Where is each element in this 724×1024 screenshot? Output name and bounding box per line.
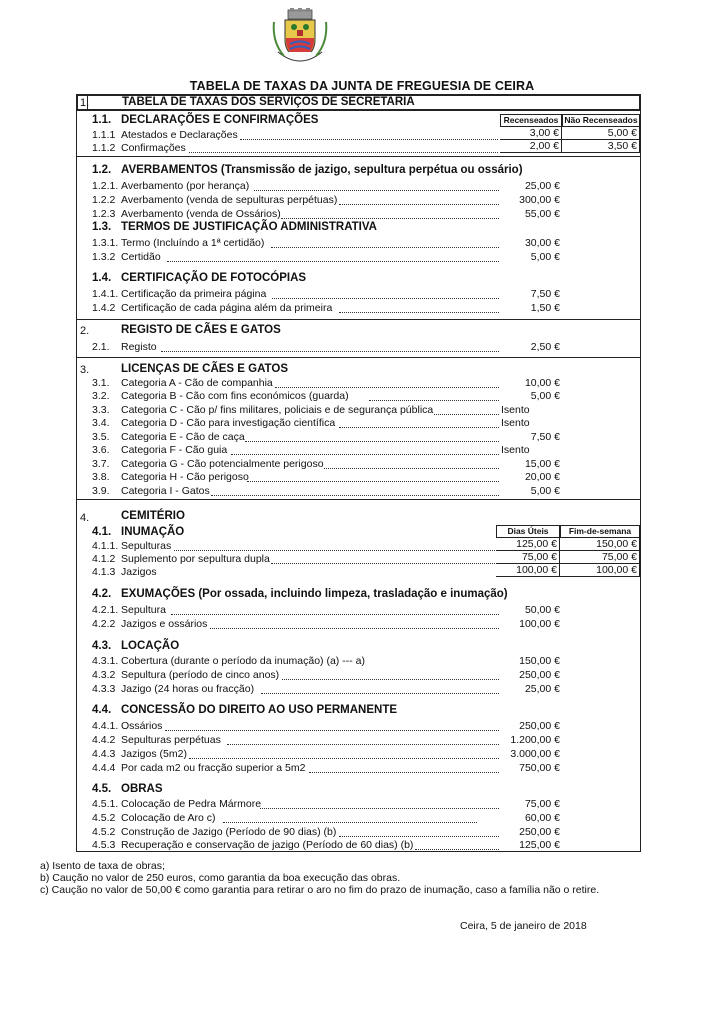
- item-value: 5,00 €: [530, 485, 560, 497]
- section-title: TABELA DE TAXAS DOS SERVIÇOS DE SECRETARIA: [122, 96, 415, 108]
- item-label: Categoria C - Cão p/ fins militares, policiais e de segurança pública: [121, 404, 434, 416]
- group-title: EXUMAÇÕES (Por ossada, incluindo limpeza, trasladação e inumação): [121, 588, 508, 600]
- item-number: 4.3.3: [92, 683, 116, 695]
- section-title: CEMITÉRIO: [121, 510, 185, 522]
- column-header-nao-recenseados: Não Recenseados: [562, 114, 640, 127]
- item-label: Categoria E - Cão de caça: [121, 431, 245, 443]
- group-number: 1.1.: [92, 114, 112, 126]
- section-title: REGISTO DE CÃES E GATOS: [121, 324, 281, 336]
- item-number: 3.8.: [92, 471, 110, 483]
- item-value: 30,00 €: [524, 237, 560, 249]
- item-number: 1.1.1: [92, 129, 116, 141]
- item-label: Construção de Jazigo (Período de 90 dias) (b): [121, 826, 337, 838]
- item-value: 5,00 €: [530, 251, 560, 263]
- item-number: 4.5.1.: [92, 798, 119, 810]
- item-label: Sepultura: [121, 604, 166, 616]
- group-title: AVERBAMENTOS (Transmissão de jazigo, sepultura perpétua ou ossário): [121, 164, 523, 176]
- group-number: 4.3.: [92, 640, 112, 652]
- item-label: Confirmações: [121, 142, 186, 154]
- group-number: 1.2.: [92, 164, 112, 176]
- item-number: 4.4.2: [92, 734, 116, 746]
- item-number: 4.1.3: [92, 566, 116, 578]
- item-label: Certidão: [121, 251, 161, 263]
- item-label: Atestados e Declarações: [121, 129, 238, 141]
- item-label: Certificação de cada página além da primeira: [121, 302, 333, 314]
- item-label: Recuperação e conservação de jazigo (Período de 60 dias) (b): [121, 839, 414, 851]
- item-value: 3.000,00 €: [510, 748, 560, 760]
- group-title: OBRAS: [121, 783, 163, 795]
- item-value: 75,00 €: [524, 798, 560, 810]
- item-number: 3.1.: [92, 377, 110, 389]
- item-number: 3.5.: [92, 431, 110, 443]
- item-number: 4.4.1.: [92, 720, 119, 732]
- group-title: TERMOS DE JUSTIFICAÇÃO ADMINISTRATIVA: [121, 221, 377, 233]
- item-label: Categoria I - Gatos: [121, 485, 210, 497]
- item-label: Averbamento (por herança): [121, 180, 250, 192]
- group-number: 4.2.: [92, 588, 112, 600]
- section-3: [76, 358, 641, 500]
- group-number: 1.4.: [92, 272, 112, 284]
- group-title: CONCESSÃO DO DIREITO AO USO PERMANENTE: [121, 704, 398, 716]
- value-cell: 75,00 €: [560, 551, 640, 564]
- document-date: Ceira, 5 de janeiro de 2018: [460, 920, 587, 932]
- item-label: Colocação de Aro c): [121, 812, 216, 824]
- item-value: 300,00 €: [519, 194, 560, 206]
- item-number: 3.9.: [92, 485, 110, 497]
- item-number: 1.4.1.: [92, 288, 119, 300]
- item-number: 1.1.2: [92, 142, 116, 154]
- item-label: Por cada m2 ou fracção superior a 5m2: [121, 762, 306, 774]
- item-value: 5,00 €: [530, 390, 560, 402]
- item-value: 750,00 €: [519, 762, 560, 774]
- section-4: [76, 500, 641, 852]
- item-value: 7,50 €: [530, 288, 560, 300]
- item-value: 20,00 €: [524, 471, 560, 483]
- item-label: Categoria A - Cão de companhia: [121, 377, 273, 389]
- footnote-a: a) Isento de taxa de obras;: [40, 860, 165, 872]
- item-value: 250,00 €: [519, 720, 560, 732]
- item-value: 150,00 €: [519, 655, 560, 667]
- group-number: 4.1.: [92, 526, 112, 538]
- group-title: LOCAÇÃO: [121, 640, 180, 652]
- item-number: 3.6.: [92, 444, 110, 456]
- item-label: Termo (Incluíndo a 1ª certidão): [121, 237, 265, 249]
- item-value: 60,00 €: [524, 812, 560, 824]
- item-number: 4.5.2: [92, 826, 116, 838]
- item-label: Sepulturas: [121, 540, 172, 552]
- item-label: Suplemento por sepultura dupla: [121, 553, 270, 565]
- item-label: Jazigos (5m2): [121, 748, 187, 760]
- item-number: 4.1.2: [92, 553, 116, 565]
- item-label: Categoria F - Cão guia: [121, 444, 228, 456]
- group-1-1: [76, 111, 641, 157]
- value-cell: 100,00 €: [496, 564, 560, 577]
- value-cell: 150,00 €: [560, 538, 640, 551]
- item-value: Isento: [501, 404, 530, 416]
- column-header-recenseados: Recenseados: [500, 114, 562, 127]
- item-number: 1.2.2: [92, 194, 116, 206]
- item-value: Isento: [501, 444, 530, 456]
- item-value: 2,50 €: [530, 341, 560, 353]
- item-number: 2.1.: [92, 341, 110, 353]
- item-number: 4.1.1.: [92, 540, 119, 552]
- item-label: Registo: [121, 341, 157, 353]
- item-number: 3.3.: [92, 404, 110, 416]
- section-2: [76, 320, 641, 358]
- value-cell: 125,00 €: [496, 538, 560, 551]
- group-title: INUMAÇÃO: [121, 526, 185, 538]
- section-number: 4.: [80, 512, 90, 524]
- parish-crest-logo: [272, 8, 328, 68]
- item-label: Averbamento (venda de Ossários): [121, 208, 281, 220]
- value-cell: 100,00 €: [560, 564, 640, 577]
- group-title: DECLARAÇÕES E CONFIRMAÇÕES: [121, 114, 319, 126]
- item-label: Averbamento (venda de sepulturas perpétuas): [121, 194, 338, 206]
- item-label: Categoria D - Cão para investigação científica: [121, 417, 336, 429]
- item-label: Jazigos e ossários: [121, 618, 208, 630]
- value-cell: 5,00 €: [562, 127, 640, 140]
- item-number: 1.3.1.: [92, 237, 119, 249]
- item-number: 4.3.1.: [92, 655, 119, 667]
- item-number: 1.3.2: [92, 251, 116, 263]
- item-number: 4.2.2: [92, 618, 116, 630]
- group-number: 1.3.: [92, 221, 112, 233]
- item-label: Categoria H - Cão perigoso: [121, 471, 249, 483]
- item-number: 4.2.1.: [92, 604, 119, 616]
- item-value: 7,50 €: [530, 431, 560, 443]
- item-number: 4.4.3: [92, 748, 116, 760]
- item-value: 15,00 €: [524, 458, 560, 470]
- item-value: 250,00 €: [519, 826, 560, 838]
- item-value: 10,00 €: [524, 377, 560, 389]
- footnote-c: c) Caução no valor de 50,00 € como garantia para retirar o aro no fim do prazo de inumação, caso a família não o retire.: [40, 884, 600, 896]
- section-title: LICENÇAS DE CÃES E GATOS: [121, 363, 288, 375]
- value-cell: 75,00 €: [496, 551, 560, 564]
- footnote-b: b) Caução no valor de 250 euros, como garantia da boa execução das obras.: [40, 872, 401, 884]
- value-cell: 3,00 €: [500, 127, 562, 140]
- section-number: 3.: [80, 364, 90, 376]
- item-label: Certificação da primeira página: [121, 288, 267, 300]
- item-value: 1,50 €: [530, 302, 560, 314]
- item-number: 4.4.4: [92, 762, 116, 774]
- item-number: 1.4.2: [92, 302, 116, 314]
- item-value: 250,00 €: [519, 669, 560, 681]
- item-value: 25,00 €: [524, 180, 560, 192]
- item-value: 125,00 €: [519, 839, 560, 851]
- item-number: 3.7.: [92, 458, 110, 470]
- item-number: 3.4.: [92, 417, 110, 429]
- item-number: 4.5.3: [92, 839, 116, 851]
- group-number: 4.4.: [92, 704, 112, 716]
- item-label: Sepulturas perpétuas: [121, 734, 221, 746]
- group-title: CERTIFICAÇÃO DE FOTOCÓPIAS: [121, 272, 307, 284]
- value-cell: 3,50 €: [562, 140, 640, 153]
- section-number: 1.: [80, 97, 90, 109]
- document-title: TABELA DE TAXAS DA JUNTA DE FREGUESIA DE CEIRA: [189, 79, 535, 93]
- item-number: 4.5.2: [92, 812, 116, 824]
- item-label: Sepultura (período de cinco anos): [121, 669, 280, 681]
- item-label: Categoria G - Cão potencialmente perigoso: [121, 458, 324, 470]
- item-number: 1.2.3: [92, 208, 116, 220]
- value-cell: 2,00 €: [500, 140, 562, 153]
- item-value: Isento: [501, 417, 530, 429]
- groups-1-2-to-1-4: [76, 157, 641, 320]
- item-value: 25,00 €: [524, 683, 560, 695]
- item-value: 50,00 €: [524, 604, 560, 616]
- section-1-header: [76, 94, 641, 111]
- item-value: 55,00 €: [524, 208, 560, 220]
- group-number: 4.5.: [92, 783, 112, 795]
- column-header-fim-de-semana: Fim-de-semana: [560, 525, 640, 538]
- item-number: 4.3.2: [92, 669, 116, 681]
- item-value: 1.200,00 €: [510, 734, 560, 746]
- item-value: 100,00 €: [519, 618, 560, 630]
- section-number: 2.: [80, 325, 90, 337]
- item-label: Cobertura (durante o período da inumação) (a) --- a): [121, 655, 365, 667]
- item-number: 1.2.1.: [92, 180, 119, 192]
- item-label: Colocação de Pedra Mármore: [121, 798, 262, 810]
- item-number: 3.2.: [92, 390, 110, 402]
- item-label: Categoria B - Cão com fins económicos (guarda): [121, 390, 349, 402]
- item-label: Ossários: [121, 720, 163, 732]
- item-label: Jazigo (24 horas ou fracção): [121, 683, 255, 695]
- item-label: Jazigos: [121, 566, 157, 578]
- column-header-dias-uteis: Dias Úteis: [496, 525, 560, 538]
